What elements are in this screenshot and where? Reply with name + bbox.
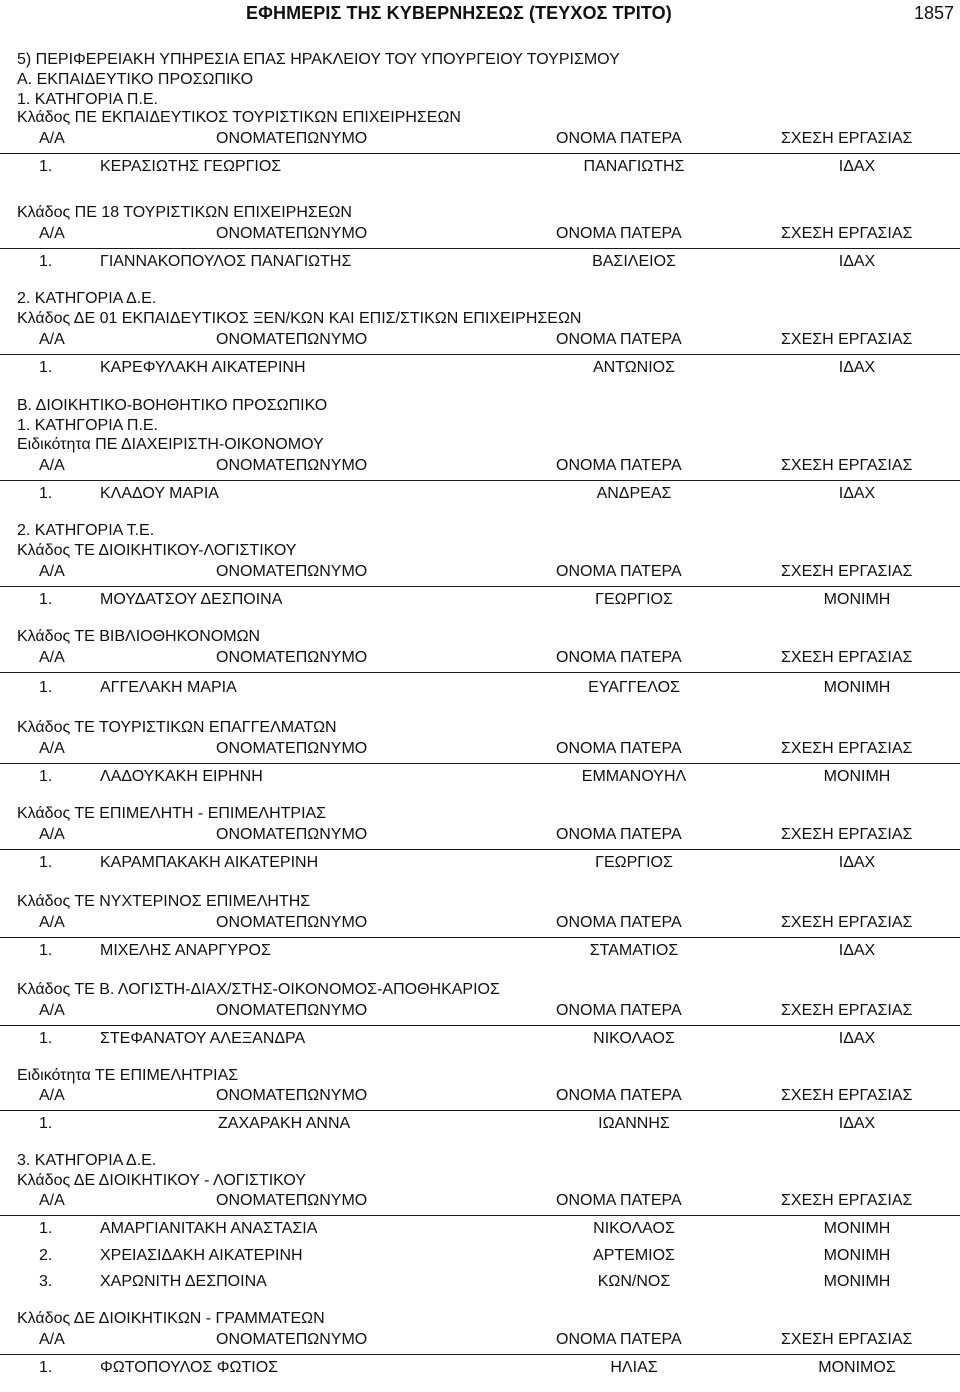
- table-row: [0, 674, 960, 702]
- column-header-relation: ΣΧΕΣΗ ΕΡΓΑΣΙΑΣ: [781, 1002, 913, 1019]
- row-number: 1.: [39, 854, 53, 871]
- employment-relation: ΙΔΑΧ: [838, 485, 876, 502]
- table-header-row: [0, 558, 960, 587]
- row-number: 1.: [39, 1220, 53, 1237]
- column-header-aa: Α/Α: [39, 649, 65, 666]
- table-header-row: [0, 1187, 960, 1216]
- table-row: [0, 1025, 960, 1053]
- column-header-name: ΟΝΟΜΑΤΕΠΩΝΥΜΟ: [216, 457, 368, 474]
- employment-relation: ΙΔΑΧ: [838, 1115, 876, 1132]
- column-header-relation: ΣΧΕΣΗ ΕΡΓΑΣΙΑΣ: [781, 649, 913, 666]
- section-heading: Κλάδος ΔΕ ΔΙΟΙΚΗΤΙΚΩΝ - ΓΡΑΜΜΑΤΕΩΝ: [17, 1310, 325, 1327]
- father-name: ΑΝΔΡΕΑΣ: [596, 485, 672, 502]
- table-row: [0, 1242, 960, 1270]
- column-header-name: ΟΝΟΜΑΤΕΠΩΝΥΜΟ: [216, 1087, 368, 1104]
- column-header-aa: Α/Α: [39, 740, 65, 757]
- section-heading: 2. ΚΑΤΗΓΟΡΙΑ Τ.Ε.: [17, 522, 155, 539]
- column-header-father: ΟΝΟΜΑ ΠΑΤΕΡΑ: [556, 914, 682, 931]
- page-number: 1857: [913, 3, 954, 23]
- column-header-father: ΟΝΟΜΑ ΠΑΤΕΡΑ: [556, 649, 682, 666]
- column-header-relation: ΣΧΕΣΗ ΕΡΓΑΣΙΑΣ: [781, 457, 913, 474]
- employment-relation: ΙΔΑΧ: [838, 854, 876, 871]
- section-heading: Κλάδος ΤΕ ΤΟΥΡΙΣΤΙΚΩΝ ΕΠΑΓΓΕΛΜΑΤΩΝ: [17, 719, 337, 736]
- column-header-relation: ΣΧΕΣΗ ΕΡΓΑΣΙΑΣ: [781, 826, 913, 843]
- section-heading: 1. ΚΑΤΗΓΟΡΙΑ Π.Ε.: [17, 417, 158, 434]
- table-row: [0, 1110, 960, 1138]
- row-number: 1.: [39, 679, 53, 696]
- father-name: ΓΕΩΡΓΙΟΣ: [595, 591, 673, 608]
- row-number: 1.: [39, 768, 53, 785]
- section-heading: Ειδικότητα ΠΕ ΔΙΑΧΕΙΡΙΣΤΗ-ΟΙΚΟΝΟΜΟΥ: [17, 436, 324, 453]
- employment-relation: ΜΟΝΙΜΗ: [823, 679, 891, 696]
- table-row: [0, 849, 960, 877]
- section-heading: Κλάδος ΤΕ Β. ΛΟΓΙΣΤΗ-ΔΙΑΧ/ΣΤΗΣ-ΟΙΚΟΝΟΜΟΣ-ΑΠΟΘΗΚΑΡΙΟΣ: [17, 981, 500, 998]
- section-heading: Κλάδος ΠΕ ΕΚΠΑΙΔΕΥΤΙΚΟΣ ΤΟΥΡΙΣΤΙΚΩΝ ΕΠΙΧΕΙΡΗΣΕΩΝ: [17, 109, 461, 126]
- employee-name: ΚΛΑΔΟΥ ΜΑΡΙΑ: [100, 485, 219, 502]
- column-header-name: ΟΝΟΜΑΤΕΠΩΝΥΜΟ: [216, 649, 368, 666]
- column-header-aa: Α/Α: [39, 914, 65, 931]
- table-header-row: [0, 1326, 960, 1355]
- table-header-row: [0, 821, 960, 850]
- section-heading: Κλάδος ΔΕ ΔΙΟΙΚΗΤΙΚΟΥ - ΛΟΓΙΣΤΙΚΟΥ: [17, 1172, 306, 1189]
- column-header-father: ΟΝΟΜΑ ΠΑΤΕΡΑ: [556, 1331, 682, 1348]
- table-header-row: [0, 220, 960, 249]
- employee-name: ΛΑΔΟΥΚΑΚΗ ΕΙΡΗΝΗ: [100, 768, 263, 785]
- row-number: 1.: [39, 485, 53, 502]
- column-header-relation: ΣΧΕΣΗ ΕΡΓΑΣΙΑΣ: [781, 740, 913, 757]
- employment-relation: ΜΟΝΙΜΗ: [823, 768, 891, 785]
- row-number: 1.: [39, 158, 53, 175]
- column-header-father: ΟΝΟΜΑ ΠΑΤΕΡΑ: [556, 740, 682, 757]
- column-header-father: ΟΝΟΜΑ ΠΑΤΕΡΑ: [556, 225, 682, 242]
- employee-name: ΑΓΓΕΛΑΚΗ ΜΑΡΙΑ: [100, 679, 237, 696]
- row-number: 1.: [39, 1115, 53, 1132]
- column-header-name: ΟΝΟΜΑΤΕΠΩΝΥΜΟ: [216, 1002, 368, 1019]
- column-header-aa: Α/Α: [39, 1192, 65, 1209]
- row-number: 3.: [39, 1273, 53, 1290]
- section-heading: 1. ΚΑΤΗΓΟΡΙΑ Π.Ε.: [17, 91, 158, 108]
- section-heading: Κλάδος ΤΕ ΒΙΒΛΙΟΘΗΚΟΝΟΜΩΝ: [17, 628, 261, 645]
- employment-relation: ΜΟΝΙΜΗ: [823, 591, 891, 608]
- employment-relation: ΜΟΝΙΜΗ: [823, 1247, 891, 1264]
- table-header-row: [0, 909, 960, 938]
- employment-relation: ΙΔΑΧ: [838, 359, 876, 376]
- section-heading: 3. ΚΑΤΗΓΟΡΙΑ Δ.Ε.: [17, 1152, 157, 1169]
- column-header-name: ΟΝΟΜΑΤΕΠΩΝΥΜΟ: [216, 563, 368, 580]
- employee-name: ΖΑΧΑΡΑΚΗ ΑΝΝΑ: [218, 1115, 351, 1132]
- employee-name: ΚΑΡΕΦΥΛΑΚΗ ΑΙΚΑΤΕΡΙΝΗ: [100, 359, 306, 376]
- section-heading: Ειδικότητα ΤΕ ΕΠΙΜΕΛΗΤΡΙΑΣ: [17, 1067, 239, 1084]
- employee-name: ΜΟΥΔΑΤΣΟΥ ΔΕΣΠΟΙΝΑ: [100, 591, 283, 608]
- column-header-aa: Α/Α: [39, 826, 65, 843]
- column-header-father: ΟΝΟΜΑ ΠΑΤΕΡΑ: [556, 130, 682, 147]
- table-row: [0, 586, 960, 614]
- table-header-row: [0, 1082, 960, 1111]
- table-row: [0, 937, 960, 965]
- column-header-name: ΟΝΟΜΑΤΕΠΩΝΥΜΟ: [216, 826, 368, 843]
- column-header-aa: Α/Α: [39, 1002, 65, 1019]
- employment-relation: ΙΔΑΧ: [838, 1030, 876, 1047]
- column-header-relation: ΣΧΕΣΗ ΕΡΓΑΣΙΑΣ: [781, 1087, 913, 1104]
- section-heading: Κλάδος ΤΕ ΔΙΟΙΚΗΤΙΚΟΥ-ΛΟΓΙΣΤΙΚΟΥ: [17, 542, 297, 559]
- table-header-row: [0, 125, 960, 154]
- column-header-relation: ΣΧΕΣΗ ΕΡΓΑΣΙΑΣ: [781, 225, 913, 242]
- table-header-row: [0, 452, 960, 481]
- column-header-relation: ΣΧΕΣΗ ΕΡΓΑΣΙΑΣ: [781, 130, 913, 147]
- father-name: ΝΙΚΟΛΑΟΣ: [593, 1030, 675, 1047]
- column-header-father: ΟΝΟΜΑ ΠΑΤΕΡΑ: [556, 826, 682, 843]
- column-header-name: ΟΝΟΜΑΤΕΠΩΝΥΜΟ: [216, 914, 368, 931]
- column-header-name: ΟΝΟΜΑΤΕΠΩΝΥΜΟ: [216, 740, 368, 757]
- table-header-row: [0, 735, 960, 764]
- section-heading: Κλάδος ΠΕ 18 ΤΟΥΡΙΣΤΙΚΩΝ ΕΠΙΧΕΙΡΗΣΕΩΝ: [17, 204, 352, 221]
- employee-name: ΧΡΕΙΑΣΙΔΑΚΗ ΑΙΚΑΤΕΡΙΝΗ: [100, 1247, 303, 1264]
- employee-name: ΚΕΡΑΣΙΩΤΗΣ ΓΕΩΡΓΙΟΣ: [100, 158, 282, 175]
- table-header-row: [0, 326, 960, 355]
- father-name: ΑΝΤΩΝΙΟΣ: [592, 359, 675, 376]
- section-heading: 5) ΠΕΡΙΦΕΡΕΙΑΚΗ ΥΠΗΡΕΣΙΑ ΕΠΑΣ ΗΡΑΚΛΕΙΟΥ ΤΟΥ ΥΠΟΥΡΓΕΙΟΥ ΤΟΥΡΙΣΜΟΥ: [17, 51, 620, 68]
- employment-relation: ΜΟΝΙΜΟΣ: [818, 1359, 896, 1376]
- column-header-aa: Α/Α: [39, 1331, 65, 1348]
- section-heading: Κλάδος ΤΕ ΝΥΧΤΕΡΙΝΟΣ ΕΠΙΜΕΛΗΤΗΣ: [17, 893, 311, 910]
- column-header-aa: Α/Α: [39, 225, 65, 242]
- table-row: [0, 354, 960, 382]
- row-number: 1.: [39, 591, 53, 608]
- column-header-aa: Α/Α: [39, 1087, 65, 1104]
- column-header-aa: Α/Α: [39, 457, 65, 474]
- column-header-aa: Α/Α: [39, 563, 65, 580]
- table-header-row: [0, 644, 960, 673]
- employee-name: ΧΑΡΩΝΙΤΗ ΔΕΣΠΟΙΝΑ: [100, 1273, 267, 1290]
- section-heading: Κλάδος ΤΕ ΕΠΙΜΕΛΗΤΗ - ΕΠΙΜΕΛΗΤΡΙΑΣ: [17, 805, 327, 822]
- employee-name: ΜΙΧΕΛΗΣ ΑΝΑΡΓΥΡΟΣ: [100, 942, 271, 959]
- table-row: [0, 1354, 960, 1382]
- column-header-father: ΟΝΟΜΑ ΠΑΤΕΡΑ: [556, 1192, 682, 1209]
- table-row: [0, 1215, 960, 1243]
- column-header-name: ΟΝΟΜΑΤΕΠΩΝΥΜΟ: [216, 1331, 368, 1348]
- gazette-title: ΕΦΗΜΕΡΙΣ ΤΗΣ ΚΥΒΕΡΝΗΣΕΩΣ (ΤΕΥΧΟΣ ΤΡΙΤΟ): [246, 3, 672, 23]
- employment-relation: ΙΔΑΧ: [838, 158, 876, 175]
- section-heading: Α. ΕΚΠΑΙΔΕΥΤΙΚΟ ΠΡΟΣΩΠΙΚΟ: [17, 71, 254, 88]
- employment-relation: ΙΔΑΧ: [838, 942, 876, 959]
- row-number: 2.: [39, 1247, 53, 1264]
- column-header-relation: ΣΧΕΣΗ ΕΡΓΑΣΙΑΣ: [781, 1192, 913, 1209]
- father-name: ΙΩΑΝΝΗΣ: [598, 1115, 670, 1132]
- column-header-relation: ΣΧΕΣΗ ΕΡΓΑΣΙΑΣ: [781, 563, 913, 580]
- employee-name: ΑΜΑΡΓΙΑΝΙΤΑΚΗ ΑΝΑΣΤΑΣΙΑ: [100, 1220, 318, 1237]
- table-row: [0, 763, 960, 791]
- column-header-relation: ΣΧΕΣΗ ΕΡΓΑΣΙΑΣ: [781, 1331, 913, 1348]
- row-number: 1.: [39, 1030, 53, 1047]
- column-header-aa: Α/Α: [39, 130, 65, 147]
- employment-relation: ΜΟΝΙΜΗ: [823, 1273, 891, 1290]
- table-header-row: [0, 997, 960, 1026]
- column-header-father: ΟΝΟΜΑ ΠΑΤΕΡΑ: [556, 1002, 682, 1019]
- father-name: ΠΑΝΑΓΙΩΤΗΣ: [583, 158, 685, 175]
- father-name: ΑΡΤΕΜΙΟΣ: [593, 1247, 675, 1264]
- father-name: ΕΜΜΑΝΟΥΗΛ: [581, 768, 687, 785]
- section-heading: Β. ΔΙΟΙΚΗΤΙΚΟ-ΒΟΗΘΗΤΙΚΟ ΠΡΟΣΩΠΙΚΟ: [17, 397, 328, 414]
- column-header-father: ΟΝΟΜΑ ΠΑΤΕΡΑ: [556, 331, 682, 348]
- employee-name: ΚΑΡΑΜΠΑΚΑΚΗ ΑΙΚΑΤΕΡΙΝΗ: [100, 854, 319, 871]
- table-row: [0, 1268, 960, 1296]
- column-header-relation: ΣΧΕΣΗ ΕΡΓΑΣΙΑΣ: [781, 331, 913, 348]
- column-header-name: ΟΝΟΜΑΤΕΠΩΝΥΜΟ: [216, 1192, 368, 1209]
- row-number: 1.: [39, 253, 53, 270]
- column-header-name: ΟΝΟΜΑΤΕΠΩΝΥΜΟ: [216, 130, 368, 147]
- column-header-father: ΟΝΟΜΑ ΠΑΤΕΡΑ: [556, 1087, 682, 1104]
- section-heading: 2. ΚΑΤΗΓΟΡΙΑ Δ.Ε.: [17, 290, 157, 307]
- row-number: 1.: [39, 942, 53, 959]
- table-row: [0, 480, 960, 508]
- employee-name: ΦΩΤΟΠΟΥΛΟΣ ΦΩΤΙΟΣ: [100, 1359, 279, 1376]
- row-number: 1.: [39, 359, 53, 376]
- section-heading: Κλάδος ΔΕ 01 ΕΚΠΑΙΔΕΥΤΙΚΟΣ ΞΕΝ/ΚΩΝ ΚΑΙ ΕΠΙΣ/ΣΤΙΚΩΝ ΕΠΙΧΕΙΡΗΣΕΩΝ: [17, 310, 582, 327]
- employment-relation: ΙΔΑΧ: [838, 253, 876, 270]
- employment-relation: ΜΟΝΙΜΗ: [823, 1220, 891, 1237]
- father-name: ΚΩΝ/ΝΟΣ: [597, 1273, 671, 1290]
- column-header-aa: Α/Α: [39, 331, 65, 348]
- employee-name: ΓΙΑΝΝΑΚΟΠΟΥΛΟΣ ΠΑΝΑΓΙΩΤΗΣ: [100, 253, 352, 270]
- father-name: ΗΛΙΑΣ: [610, 1359, 658, 1376]
- employee-name: ΣΤΕΦΑΝΑΤΟΥ ΑΛΕΞΑΝΔΡΑ: [100, 1030, 306, 1047]
- father-name: ΒΑΣΙΛΕΙΟΣ: [592, 253, 676, 270]
- father-name: ΕΥΑΓΓΕΛΟΣ: [588, 679, 680, 696]
- table-row: [0, 248, 960, 276]
- row-number: 1.: [39, 1359, 53, 1376]
- column-header-father: ΟΝΟΜΑ ΠΑΤΕΡΑ: [556, 563, 682, 580]
- column-header-relation: ΣΧΕΣΗ ΕΡΓΑΣΙΑΣ: [781, 914, 913, 931]
- table-row: [0, 153, 960, 181]
- father-name: ΓΕΩΡΓΙΟΣ: [595, 854, 673, 871]
- column-header-name: ΟΝΟΜΑΤΕΠΩΝΥΜΟ: [216, 225, 368, 242]
- father-name: ΣΤΑΜΑΤΙΟΣ: [589, 942, 679, 959]
- column-header-name: ΟΝΟΜΑΤΕΠΩΝΥΜΟ: [216, 331, 368, 348]
- father-name: ΝΙΚΟΛΑΟΣ: [593, 1220, 675, 1237]
- column-header-father: ΟΝΟΜΑ ΠΑΤΕΡΑ: [556, 457, 682, 474]
